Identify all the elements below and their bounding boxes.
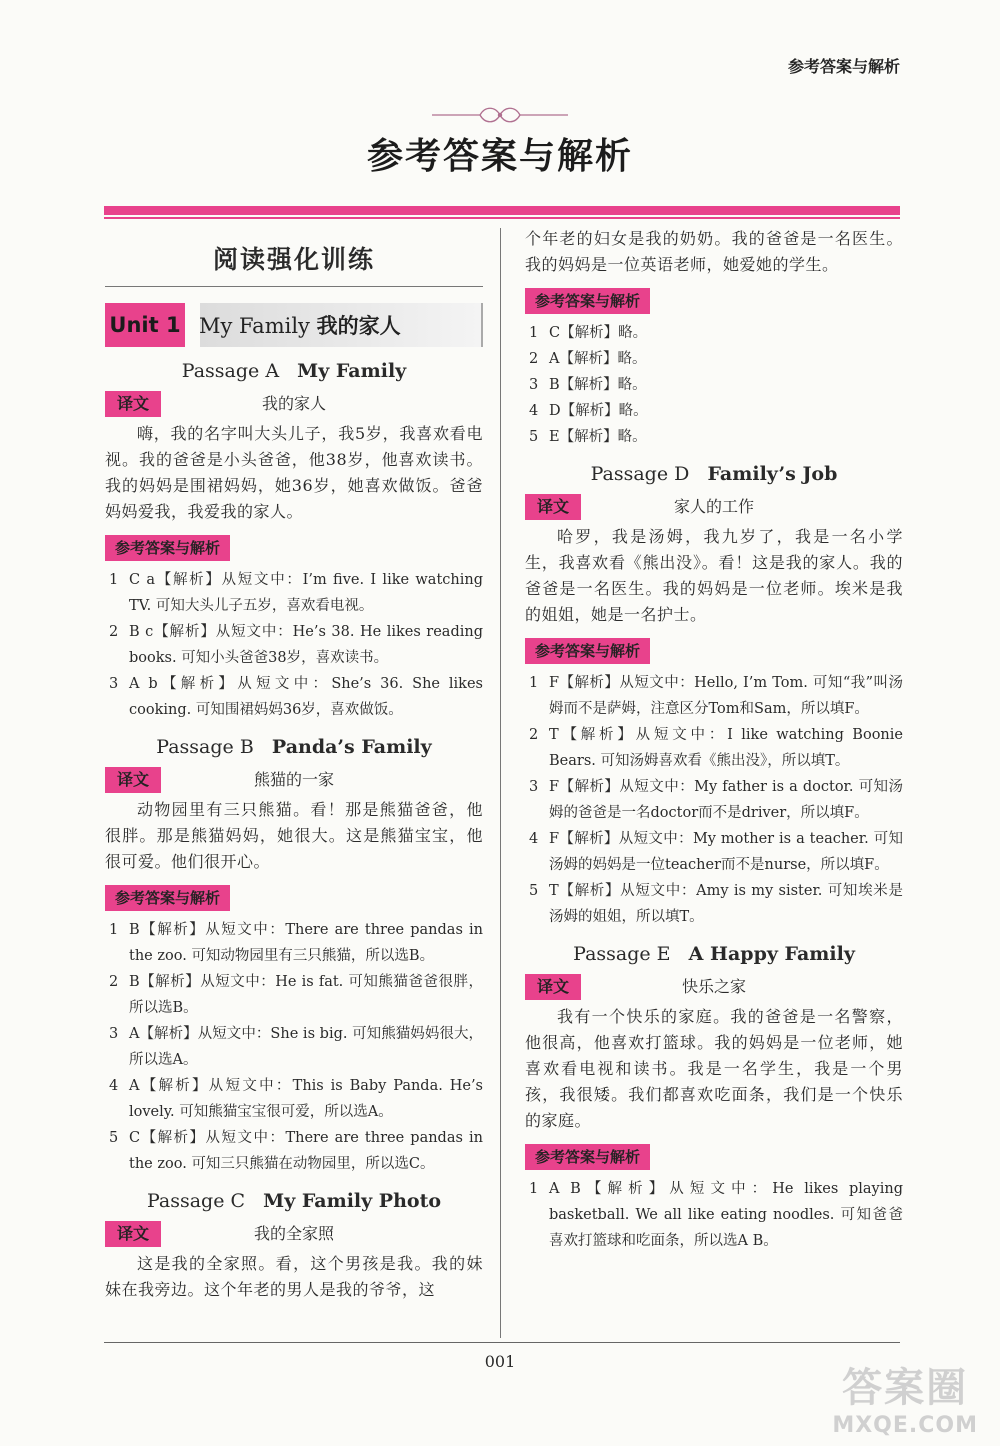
passage-d-heading xyxy=(525,460,903,488)
translation-badge: 译文 xyxy=(105,1221,161,1247)
translation-text: 我有一个快乐的家庭。我的爸爸是一名警察，他很高，他喜欢打篮球。我的妈妈是一位老师，她喜欢看电视和读书。我是一名学生，我是一个男孩，我很矮。我们都喜欢吃面条，我们是一个快乐的家庭。 xyxy=(525,1007,903,1130)
translation-text: 动物园里有三只熊猫。看！那是熊猫爸爸，他很胖。那是熊猫妈妈，她很大。这是熊猫宝宝，他很可爱。他们很开心。 xyxy=(105,800,483,871)
translation-text-continued: 个年老的妇女是我的奶奶。我的爸爸是一名医生。我的妈妈是一位英语老师，她爱她的学生。 xyxy=(525,229,903,274)
answer-item: 3 F【解析】从短文中：My father is a doctor. 可知汤姆的爸爸是一名doctor而不是driver，所以填F。 xyxy=(529,779,903,821)
translation-title: 家人的工作 xyxy=(673,497,754,516)
unit-badge: Unit 1 xyxy=(105,303,185,347)
unit-title xyxy=(199,310,401,340)
answer-item: 1 F【解析】从短文中：Hello, I’m Tom. 可知“我”叫汤姆而不是萨姆，注意区分Tom和Sam，所以填F。 xyxy=(529,675,903,717)
answer-item: 4 D【解析】略。 xyxy=(529,403,648,419)
title-band-line xyxy=(104,217,900,219)
passage-title: My Family Photo xyxy=(263,1190,442,1212)
answer-heading: 参考答案与解析 xyxy=(525,288,650,314)
unit-heading xyxy=(105,303,483,347)
answer-item: 4 A【解析】从短文中：This is Baby Panda. He’s lovely. 可知熊猫宝宝很可爱，所以选A。 xyxy=(109,1078,483,1120)
translation-heading xyxy=(525,974,903,1002)
answer-item: 1 B【解析】从短文中：There are three pandas in the zoo. 可知动物园里有三只熊猫，所以选B。 xyxy=(109,922,483,964)
answer-heading: 参考答案与解析 xyxy=(105,885,230,911)
answer-item: 1 C【解析】略。 xyxy=(529,325,648,341)
answer-item: 2 T【解析】从短文中：I like watching Boonie Bears. 可知汤姆喜欢看《熊出没》，所以填T。 xyxy=(529,727,903,769)
answer-item: 3 A【解析】从短文中：She is big. 可知熊猫妈妈很大，所以选A。 xyxy=(109,1026,483,1068)
translation-title: 熊猫的一家 xyxy=(253,770,334,789)
watermark xyxy=(832,1356,978,1438)
translation-title: 快乐之家 xyxy=(681,977,746,996)
title-band xyxy=(104,206,900,215)
passage-b-heading xyxy=(105,733,483,761)
answer-heading: 参考答案与解析 xyxy=(525,638,650,664)
title-ornament xyxy=(0,104,1000,130)
translation-heading xyxy=(105,391,483,419)
passage-title: Family’s Job xyxy=(707,463,838,485)
page-number: 001 xyxy=(484,1352,516,1371)
watermark-logo: 答案圈 xyxy=(842,1365,969,1411)
answer-item: 5 C【解析】从短文中：There are three pandas in the zoo. 可知三只熊猫在动物园里，所以选C。 xyxy=(109,1130,483,1172)
answer-item: 2 A【解析】略。 xyxy=(529,351,647,367)
passage-a-heading xyxy=(105,357,483,385)
column-divider xyxy=(500,228,501,1338)
answer-item: 5 T【解析】从短文中：Amy is my sister. 可知埃米是汤姆的姐姐，所以填T。 xyxy=(529,883,903,925)
unit-title-en: My Family xyxy=(199,314,310,338)
translation-badge: 译文 xyxy=(105,391,161,417)
translation-badge: 译文 xyxy=(525,974,581,1000)
answer-item: 2 B【解析】从短文中：He is fat. 可知熊猫爸爸很胖，所以选B。 xyxy=(109,974,483,1016)
translation-text: 嗨，我的名字叫大头儿子，我5岁，我喜欢看电视。我的爸爸是小头爸爸，他38岁，他喜欢读书。我的妈妈是围裙妈妈，她36岁，她喜欢做饭。爸爸妈妈爱我，我爱我的家人。 xyxy=(105,424,483,521)
translation-heading xyxy=(525,494,903,522)
footer-rule xyxy=(104,1342,900,1343)
passage-label: Passage C xyxy=(146,1190,246,1212)
page-main-title: 参考答案与解析 xyxy=(366,136,633,177)
answer-item: 3 B【解析】略。 xyxy=(529,377,647,393)
answer-heading: 参考答案与解析 xyxy=(105,535,230,561)
passage-e-heading xyxy=(525,940,903,968)
right-column xyxy=(525,226,903,1254)
left-column xyxy=(105,228,483,1303)
translation-text: 这是我的全家照。看，这个男孩是我。我的妹妹在我旁边。这个年老的男人是我的爷爷，这 xyxy=(105,1254,483,1299)
translation-title: 我的全家照 xyxy=(253,1224,334,1243)
answer-item: 4 F【解析】从短文中：My mother is a teacher. 可知汤姆的妈妈是一位teacher而不是nurse，所以填F。 xyxy=(529,831,903,873)
answer-item: 2 B c【解析】从短文中：He’s 38. He likes reading books. 可知小头爸爸38岁，喜欢读书。 xyxy=(109,624,483,666)
passage-label: Passage D xyxy=(590,463,690,485)
unit-title-cn: 我的家人 xyxy=(316,314,401,338)
translation-heading xyxy=(105,1221,483,1249)
section-title: 阅读强化训练 xyxy=(212,245,375,274)
translation-title: 我的家人 xyxy=(261,394,326,413)
translation-text: 哈罗，我是汤姆，我九岁了，我是一名小学生，我喜欢看《熊出没》。看！这是我的家人。我的爸爸是一名医生。我的妈妈是一位老师。埃米是我的姐姐，她是一名护士。 xyxy=(525,527,903,624)
running-header: 参考答案与解析 xyxy=(787,57,900,76)
answer-item: 1 C a【解析】从短文中：I’m five. I like watching TV. 可知大头儿子五岁，喜欢看电视。 xyxy=(109,572,483,614)
passage-c-heading xyxy=(105,1187,483,1215)
answer-item: 1 A B【解析】从短文中：He likes playing basketball. We all like eating noodles. 可知爸爸喜欢打篮球和吃面条，所以选A B。 xyxy=(529,1181,903,1249)
section-rule xyxy=(105,286,483,287)
answer-item: 3 A b【解析】从短文中：She’s 36. She likes cooking. 可知围裙妈妈36岁，喜欢做饭。 xyxy=(109,676,483,718)
passage-title: A Happy Family xyxy=(688,943,855,965)
passage-label: Passage A xyxy=(181,360,280,382)
passage-title: Panda’s Family xyxy=(271,736,432,758)
passage-label: Passage B xyxy=(156,736,254,758)
answer-heading: 参考答案与解析 xyxy=(525,1144,650,1170)
watermark-url: MXQE.COM xyxy=(832,1413,978,1438)
translation-badge: 译文 xyxy=(525,494,581,520)
passage-title: My Family xyxy=(297,360,407,382)
translation-badge: 译文 xyxy=(105,767,161,793)
translation-heading xyxy=(105,767,483,795)
answer-item: 5 E【解析】略。 xyxy=(529,429,647,445)
passage-label: Passage E xyxy=(573,943,671,965)
